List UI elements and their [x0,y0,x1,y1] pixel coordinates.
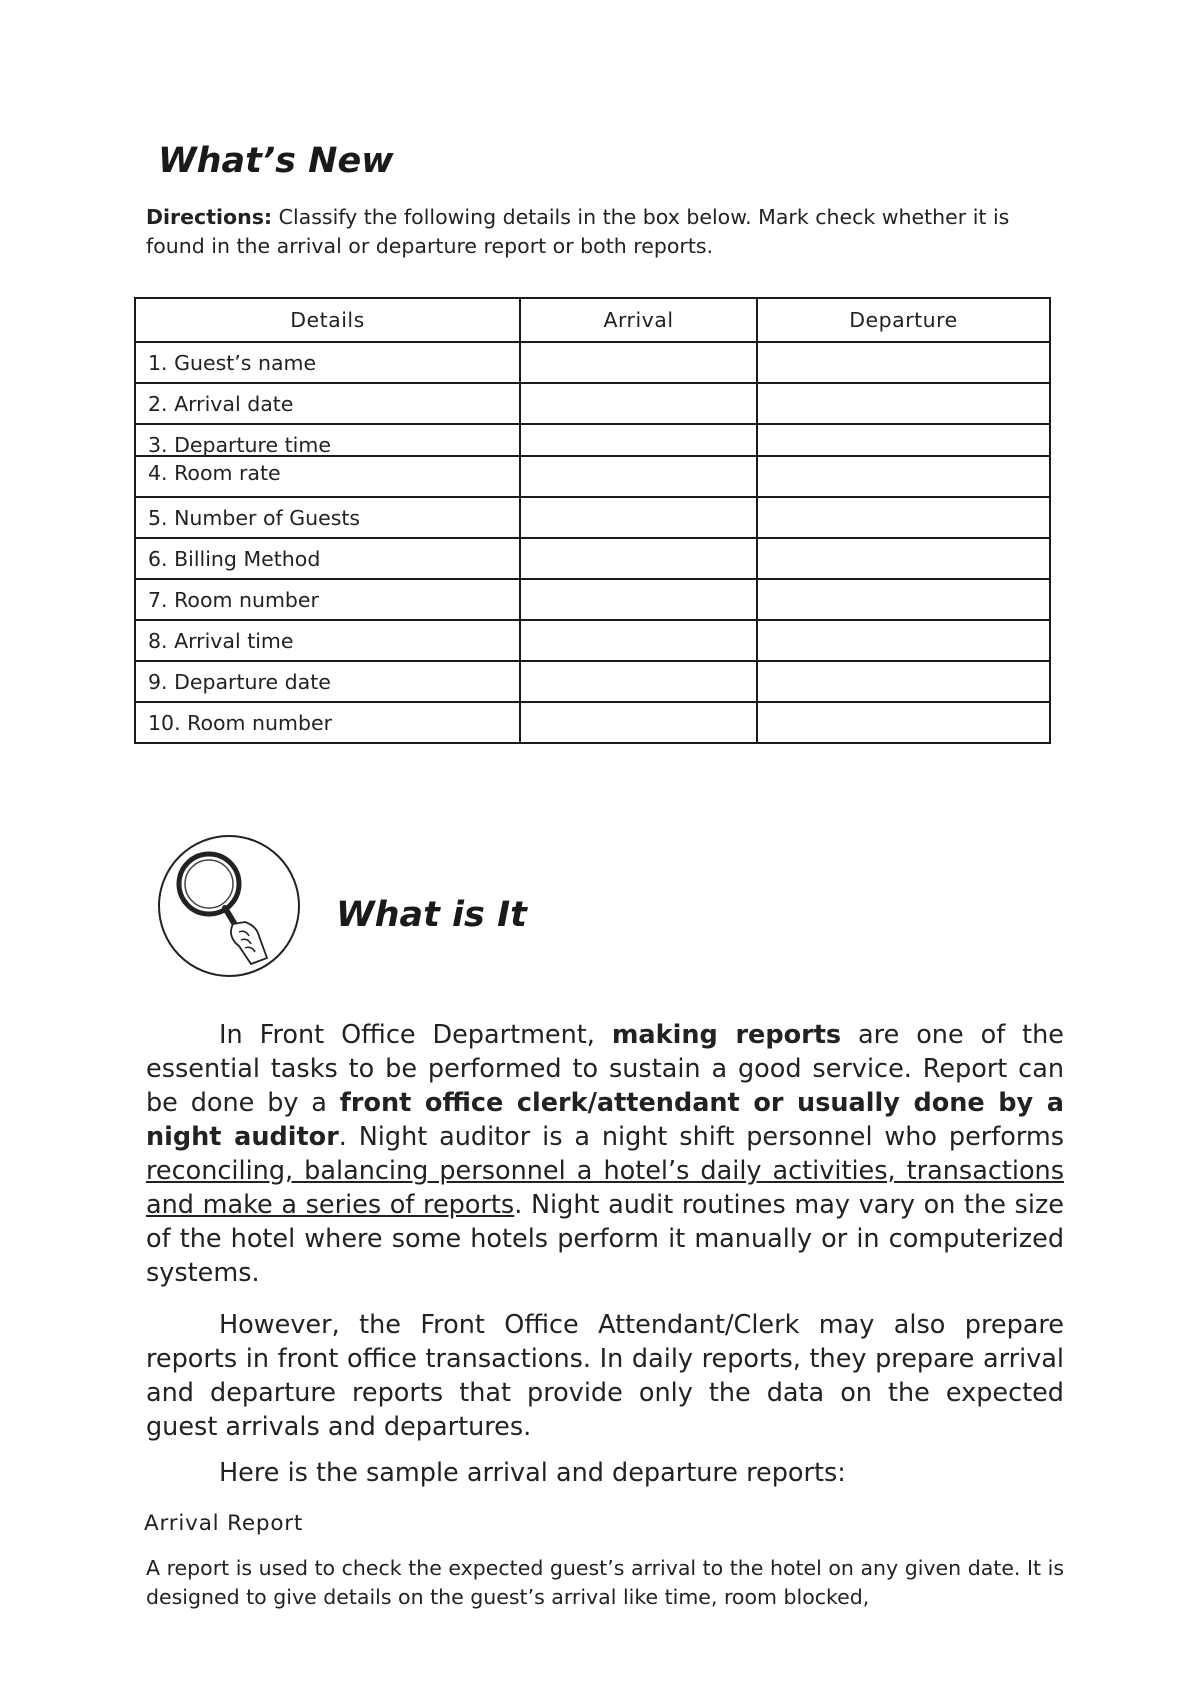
detail-cell: 6. Billing Method [135,538,520,579]
detail-cell: 10. Room number [135,702,520,743]
arrival-check-cell[interactable] [520,456,757,497]
detail-cell: 2. Arrival date [135,383,520,424]
p1-text-3: . Night auditor is a night shift personnel who performs [338,1122,1064,1152]
p1-bold-2: front office clerk/attendant or usually done by a night auditor [146,1088,1064,1152]
p1-text-1: In Front Office Department, [219,1020,612,1050]
p2-text: However, the Front Office Attendant/Clerk may also prepare reports in front office transactions. In daily reports, they prepare arrival and departure reports that provide only the data on the expected guest arrivals and departures. [146,1310,1064,1442]
departure-check-cell[interactable] [757,579,1050,620]
table-row [135,383,1050,424]
departure-check-cell[interactable] [757,661,1050,702]
departure-check-cell[interactable] [757,620,1050,661]
detail-text: 3. Departure time [148,433,331,457]
section-title-what-is-it: What is It [336,895,527,935]
table-row [135,579,1050,620]
departure-check-cell[interactable] [757,497,1050,538]
paragraph-sample-intro [146,1458,846,1488]
paragraph-night-audit [146,1018,1064,1290]
p3-text: Here is the sample arrival and departure reports: [219,1458,846,1488]
section-title-whats-new: What’s New [158,141,394,181]
p1-bold-1: making reports [611,1020,842,1050]
table-row [135,497,1050,538]
column-header-arrival: Arrival [520,298,757,342]
arrival-check-cell[interactable] [520,661,757,702]
departure-check-cell[interactable] [757,702,1050,743]
arrival-check-cell[interactable] [520,383,757,424]
detail-cell: 1. Guest’s name [135,342,520,383]
arrival-check-cell[interactable] [520,702,757,743]
table-row [135,342,1050,383]
table-row [135,424,1050,456]
directions-text [146,203,1064,261]
departure-check-cell[interactable] [757,424,1050,456]
p1-text-4: . Night audit routines may vary on the size of the hotel where some hotels perform it manually or in computerized systems. [146,1190,1064,1288]
detail-cell: 8. Arrival time [135,620,520,661]
magnifying-glass-icon [155,832,303,980]
detail-cell: 5. Number of Guests [135,497,520,538]
table-row [135,456,1050,497]
p1-text-2: are one of the essential tasks to be performed to sustain a good service. Report can be done by a [146,1020,1064,1118]
directions-body: Classify the following details in the box below. Mark check whether it is found in the arrival or departure report or both reports. [146,205,1010,258]
departure-check-cell[interactable] [757,456,1050,497]
detail-cell: 7. Room number [135,579,520,620]
paragraph-daily-reports [146,1308,1064,1444]
arrival-check-cell[interactable] [520,620,757,661]
p1-underlined: reconciling, balancing personnel a hotel’s daily activities, transactions and make a series of reports [146,1156,1064,1220]
detail-cell: 9. Departure date [135,661,520,702]
table-header-row [135,298,1050,342]
table-row [135,620,1050,661]
departure-check-cell[interactable] [757,342,1050,383]
table-row [135,538,1050,579]
arrival-report-heading: Arrival Report [144,1511,304,1536]
table-row [135,702,1050,743]
table-row [135,661,1050,702]
column-header-departure: Departure [757,298,1050,342]
departure-check-cell[interactable] [757,383,1050,424]
classification-table [134,297,1051,744]
arrival-check-cell[interactable] [520,538,757,579]
departure-check-cell[interactable] [757,538,1050,579]
arrival-check-cell[interactable] [520,342,757,383]
detail-cell: 4. Room rate [135,456,520,497]
detail-cell [135,424,520,456]
column-header-details: Details [135,298,520,342]
arrival-report-text: A report is used to check the expected guest’s arrival to the hotel on any given date. It is designed to give details on the guest’s arrival like time, room blocked, [146,1556,1064,1609]
arrival-check-cell[interactable] [520,579,757,620]
arrival-check-cell[interactable] [520,497,757,538]
directions-label: Directions: [146,205,273,229]
arrival-check-cell[interactable] [520,424,757,456]
